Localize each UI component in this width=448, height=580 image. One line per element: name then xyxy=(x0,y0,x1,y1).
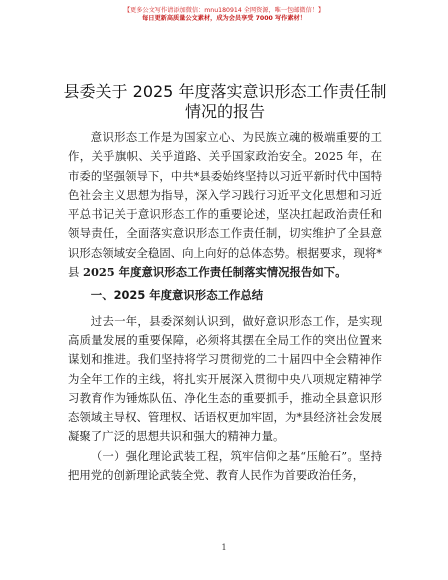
banner-line-2: 每日更新高质量公文素材，成为会员享受 7000 写作素材！ xyxy=(142,15,306,22)
document-body xyxy=(68,128,382,485)
intro-paragraph xyxy=(68,128,382,282)
section-paragraph: 过去一年，县委深刻认识到，做好意识形态工作，是实现高质量发展的重要保障，必须将其摆在全局工作的突出位置来谋划和推进。我们坚持将学习贯彻党的二十届四中全会精神作为全年工作的主线，将扎实开展深入贯彻中央八项规定精神学习教育作为锤炼队伍、净化生态的重要抓手，推动全县意识形态领域主导权、管理权、话语权更加牢固，为*县经济社会发展凝聚了广泛的思想共识和强大的精神力量。 xyxy=(68,313,382,444)
page-number: 1 xyxy=(221,543,227,552)
section-heading: 一、2025 年度意识形态工作总结 xyxy=(90,288,264,303)
intro-text: 意识形态工作是为国家立心、为民族立魂的极端重要的工作，关乎旗帜、关乎道路、关乎国家政治安全。2025 年，在市委的坚强领导下，中共*县委始终坚持以习近平新时代中国特色社会主义思想为指导，深入学习践行习近平文化思想和习近平总书记关于意识形态工作的重要论述，坚决扛起政治责任和领导责任，全面落实意识形态工作责任制，切实维护了全县意识形态领域安全稳固、向上向好的总体态势。根据要求，现将*县 xyxy=(68,130,382,280)
document-title: 县委关于 2025 年度落实意识形态工作责任制情况的报告 xyxy=(63,82,387,121)
banner-line-1: 【更多公文写作请添加微信：mnu180914 全网资源，唯一包邮微信！】 xyxy=(123,7,325,14)
subsection-paragraph: （一）强化理论武装工程，筑牢信仰之基“压舱石”。坚持把用党的创新理论武装全党、教育人民作为首要政治任务， xyxy=(68,448,382,483)
intro-bold-tail: 2025 年度意识形态工作责任制落实情况报告如下。 xyxy=(83,265,347,280)
promo-banner xyxy=(0,7,448,23)
